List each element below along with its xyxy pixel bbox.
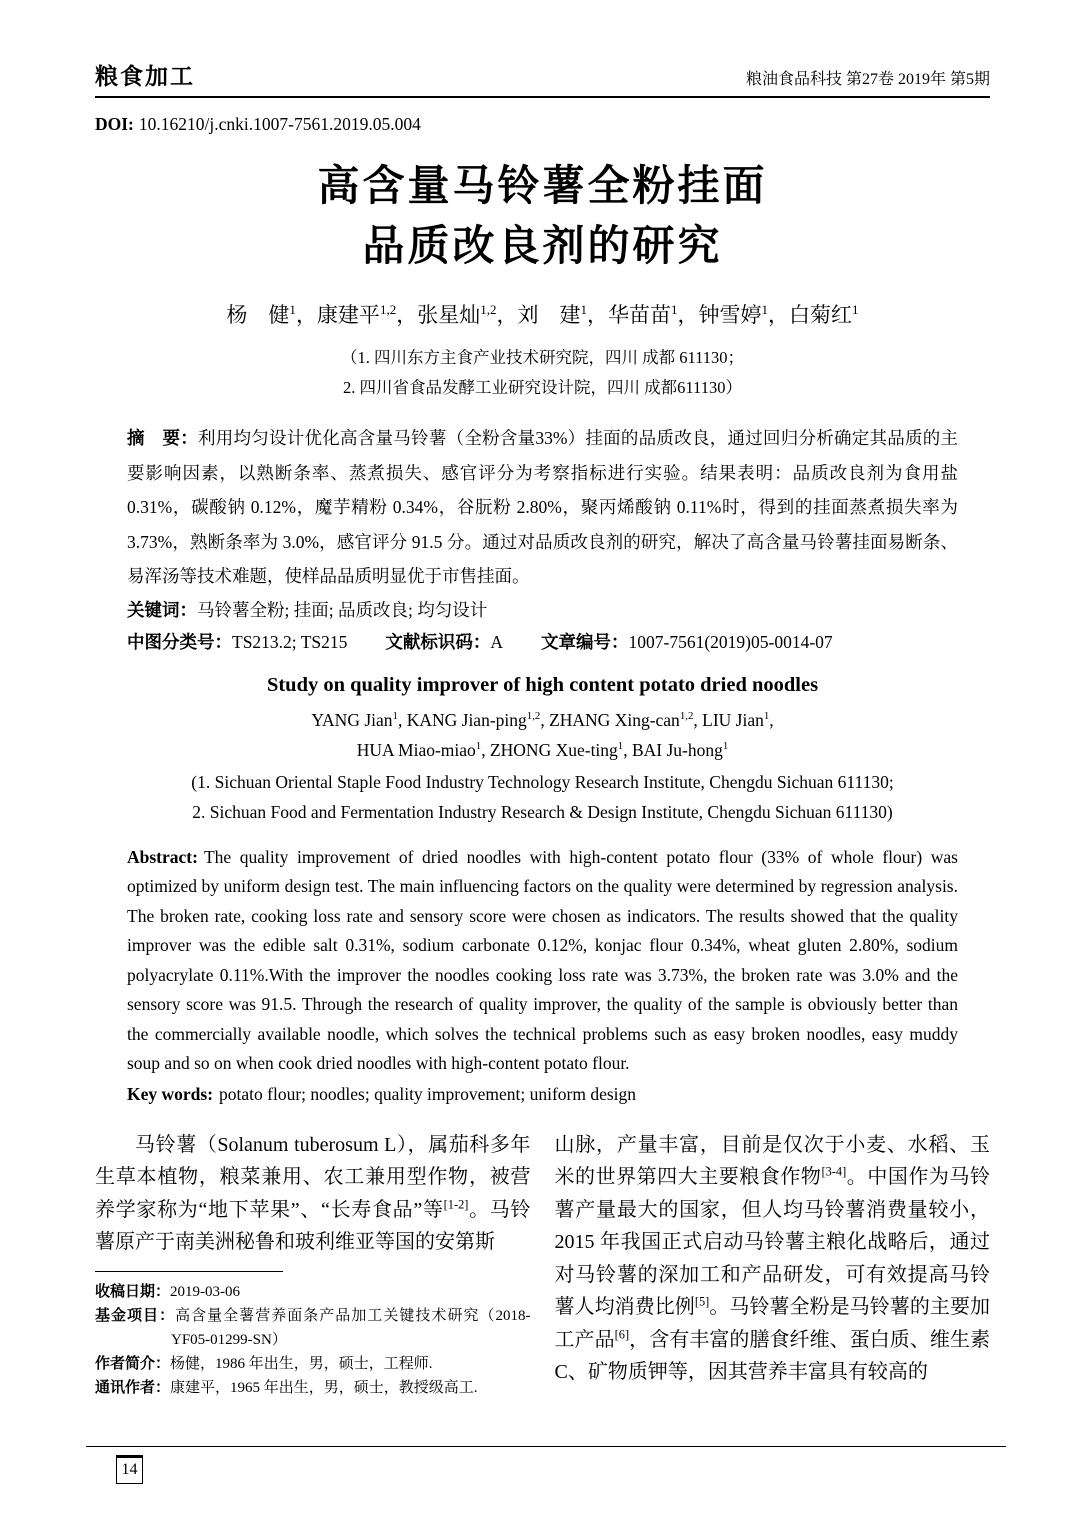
journal-section-label: 粮食加工 <box>95 63 195 89</box>
classification-line <box>95 626 990 658</box>
article-title-zh <box>95 157 990 277</box>
footnote-text: 杨健，1986 年出生，男，硕士，工程师. <box>170 1355 433 1372</box>
clc-value: TS213.2; TS215 <box>232 631 348 652</box>
clc-label: 中图分类号： <box>127 631 232 652</box>
journal-issue-info: 粮油食品科技 第27卷 2019年 第5期 <box>745 71 990 88</box>
abstract-en-text: The quality improvement of dried noodles with high-content potato flour (33% of whole flour) was optimized by uniform design test. The main influencing factors on the quality were determined by regression analysis. The broken rate, cooking loss rate and sensory score were chosen as indicators. The results showed that the quality improver was the edible salt 0.31%, sodium carbonate 0.12%, konjac flour 0.34%, wheat gluten 2.80%, sodium polyacrylate 0.11%.With the improver the noodles cooking loss rate was 3.73%, the broken rate was 3.0% and the sensory score was 91.5. Through the research of quality improver, the quality of the sample is obviously better than the commercially available noodle, which solves the technical problems such as easy broken noodles, easy muddy soup and so on when cook dried noodles with high-content potato flour. <box>127 846 958 1073</box>
footnote-divider <box>95 1271 283 1272</box>
abstract-zh <box>95 421 990 594</box>
affiliations-zh <box>95 343 990 403</box>
footnote-text: 2019-03-06 <box>170 1283 241 1300</box>
doi-label: DOI: <box>95 114 134 134</box>
affiliation-en-1: (1. Sichuan Oriental Staple Food Industry Technology Research Institute, Chengdu Sichuan 611130; <box>191 771 894 792</box>
affiliations-en <box>95 767 990 827</box>
doc-code-value: A <box>490 631 504 652</box>
footnote-label: 通讯作者： <box>95 1378 171 1396</box>
footnote-corresponding-author <box>95 1376 531 1400</box>
affiliation-zh-2: 2. 四川省食品发酵工业研究设计院，四川 成都611130） <box>343 378 742 397</box>
footnote-received-date <box>95 1280 531 1304</box>
article-id-label: 文章编号： <box>541 631 629 652</box>
authors-en-line1: YANG Jian$^1$, KANG Jian-ping$^{1,2}$, ZHANG Xing-can$^{1,2}$, LIU Jian$^1$, <box>311 709 774 730</box>
affiliation-zh-1: （1. 四川东方主食产业技术研究院，四川 成都 611130； <box>340 348 745 367</box>
authors-en <box>95 705 990 765</box>
footnote-label: 基金项目： <box>95 1306 176 1324</box>
keywords-en-text: potato flour; noodles; quality improvement; uniform design <box>219 1083 637 1104</box>
title-zh-line2: 品质改良剂的研究 <box>362 224 723 270</box>
footnote-fund-project <box>95 1304 531 1352</box>
keywords-zh-label: 关键词： <box>127 599 197 620</box>
body-columns <box>95 1129 990 1400</box>
article-title-en: Study on quality improver of high content potato dried noodles <box>266 673 819 696</box>
affiliation-en-2: 2. Sichuan Food and Fermentation Industry Research & Design Institute, Chengdu Sichuan 611130) <box>192 801 893 822</box>
footnote-label: 作者简介： <box>95 1354 171 1372</box>
abstract-zh-text: 利用均匀设计优化高含量马铃薯（全粉含量33%）挂面的品质改良，通过回归分析确定其品质的主要影响因素，以熟断条率、蒸煮损失、感官评分为考察指标进行实验。结果表明：品质改良剂为食用盐 0.31%，碳酸钠 0.12%，魔芋精粉 0.34%，谷朊粉 2.80%，聚丙烯酸钠 0.11%时，得到的挂面蒸煮损失率为 3.73%，熟断条率为 3.0%，感官评分 91.5 分。通过对品质改良剂的研究，解决了高含量马铃薯挂面易断条、易浑汤等技术难题，使样品品质明显优于市售挂面。 <box>127 428 958 586</box>
keywords-zh <box>95 594 990 626</box>
keywords-zh-text: 马铃薯全粉; 挂面; 品质改良; 均匀设计 <box>197 599 488 620</box>
footer-rule <box>86 1446 1006 1447</box>
abstract-en <box>95 843 990 1079</box>
right-column <box>555 1129 991 1400</box>
doi-value: 10.16210/j.cnki.1007-7561.2019.05.004 <box>138 114 421 134</box>
article-id-value: 1007-7561(2019)05-0014-07 <box>628 631 833 652</box>
authors-zh: 杨 健$^1$，康建平$^{1,2}$，张星灿$^{1,2}$，刘 建$^1$，华苗苗$^1$，钟雪婷$^1$，白菊红$^1$ <box>226 302 859 327</box>
authors-en-line2: HUA Miao-miao$^1$, ZHONG Xue-ting$^1$, BAI Ju-hong$^1$ <box>356 739 729 760</box>
abstract-en-label: Abstract: <box>127 846 198 867</box>
footnote-text: 康建平，1965 年出生，男，硕士，教授级高工. <box>170 1379 478 1396</box>
journal-header <box>95 58 990 98</box>
body-paragraph-right: 山脉，产量丰富，目前是仅次于小麦、水稻、玉米的世界第四大主要粮食作物[3-4]。中国作为马铃薯产量最大的国家，但人均马铃薯消费量较小，2015 年我国正式启动马铃薯主粮化战略后，通过对马铃薯的深加工和产品研发，可有效提高马铃薯人均消费比例[5]。马铃薯全粉是马铃薯的主要加工产品[6]，含有丰富的膳食纤维、蛋白质、维生素 C、矿物质钾等，因其营养丰富具有较高的 <box>554 1133 991 1383</box>
title-zh-line1: 高含量马铃薯全粉挂面 <box>317 164 768 210</box>
footnote-label: 收稿日期： <box>95 1282 171 1300</box>
keywords-en-label: Key words: <box>127 1083 214 1104</box>
doi-line <box>95 114 990 135</box>
doc-code-label: 文献标识码： <box>385 631 491 652</box>
footnote-text: 高含量全薯营养面条产品加工关键技术研究（2018-YF05-01299-SN） <box>171 1307 531 1348</box>
page-number: 14 <box>116 1455 143 1484</box>
left-column <box>95 1129 531 1400</box>
abstract-zh-label: 摘 要： <box>127 428 199 448</box>
body-paragraph-left: 马铃薯（Solanum tuberosum L），属茄科多年生草本植物，粮菜兼用、农工兼用型作物，被营养学家称为“地下苹果”、“长寿食品”等[1-2]。马铃薯原产于南美洲秘鲁和玻利维亚等国的安第斯 <box>95 1133 531 1253</box>
footnotes <box>95 1280 531 1400</box>
footnote-author-bio <box>95 1352 531 1376</box>
keywords-en <box>95 1079 990 1109</box>
